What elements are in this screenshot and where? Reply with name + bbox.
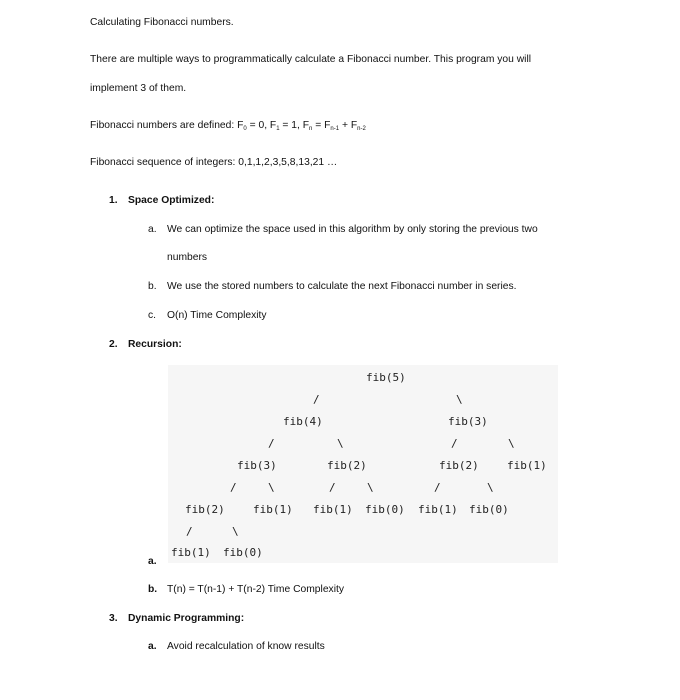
tree-node: fib(2)	[439, 459, 479, 472]
tree-node-root: fib(5)	[366, 371, 406, 384]
section-1-item-a-line2: numbers	[167, 252, 208, 263]
section-1-item-a-line1: We can optimize the space used in this algorithm by only storing the previous two	[167, 224, 538, 235]
tree-edge: \	[268, 481, 275, 494]
tree-node: fib(2)	[327, 459, 367, 472]
tree-edge: \	[456, 393, 463, 406]
tree-edge: /	[268, 437, 275, 450]
tree-node: fib(1)	[171, 546, 211, 559]
tree-edge: /	[313, 393, 320, 406]
section-3-number: 3.	[109, 613, 118, 624]
tree-edge: /	[230, 481, 237, 494]
tree-node: fib(0)	[223, 546, 263, 559]
section-2-item-b-letter: b.	[148, 584, 158, 595]
section-3-item-a-text: Avoid recalculation of know results	[167, 641, 325, 652]
tree-node: fib(0)	[365, 503, 405, 516]
tree-node: fib(1)	[313, 503, 353, 516]
section-3-item-a-letter: a.	[148, 641, 157, 652]
tree-edge: /	[186, 525, 193, 538]
section-3-title: Dynamic Programming:	[128, 613, 245, 624]
tree-edge: \	[367, 481, 374, 494]
section-1-title: Space Optimized:	[128, 195, 215, 206]
section-1-item-c-letter: c.	[148, 310, 157, 321]
section-2-title: Recursion:	[128, 339, 182, 350]
tree-node: fib(3)	[448, 415, 488, 428]
tree-edge: \	[232, 525, 239, 538]
tree-edge: /	[451, 437, 458, 450]
tree-edge: \	[337, 437, 344, 450]
tree-node: fib(3)	[237, 459, 277, 472]
sequence-line: Fibonacci sequence of integers: 0,1,1,2,3,5,8,13,21 …	[90, 157, 338, 168]
section-1-item-c-text: O(n) Time Complexity	[167, 310, 267, 321]
section-1-item-b-letter: b.	[148, 281, 157, 292]
section-2-item-a-letter: a.	[148, 556, 157, 567]
section-1-number: 1.	[109, 195, 118, 206]
tree-edge: /	[434, 481, 441, 494]
section-1-item-b-text: We use the stored numbers to calculate the next Fibonacci number in series.	[167, 281, 517, 292]
tree-node: fib(0)	[469, 503, 509, 516]
doc-title: Calculating Fibonacci numbers.	[90, 17, 234, 28]
intro-line-2: implement 3 of them.	[90, 83, 187, 94]
section-2-number: 2.	[109, 339, 118, 350]
tree-node: fib(1)	[253, 503, 293, 516]
tree-node: fib(1)	[418, 503, 458, 516]
tree-edge: \	[508, 437, 515, 450]
section-1-item-a-letter: a.	[148, 224, 157, 235]
section-2-item-b-text: T(n) = T(n-1) + T(n-2) Time Complexity	[167, 584, 344, 595]
tree-node: fib(4)	[283, 415, 323, 428]
intro-line-1: There are multiple ways to programmatically calculate a Fibonacci number. This program you will	[90, 54, 532, 65]
definition-line: Fibonacci numbers are defined: $F_0 = 0$, $F_1 = 1$, $F_n = F_{n-1} + F_{n-2}$	[90, 120, 366, 132]
tree-edge: \	[487, 481, 494, 494]
tree-edge: /	[329, 481, 336, 494]
tree-node: fib(2)	[185, 503, 225, 516]
tree-node: fib(1)	[507, 459, 547, 472]
